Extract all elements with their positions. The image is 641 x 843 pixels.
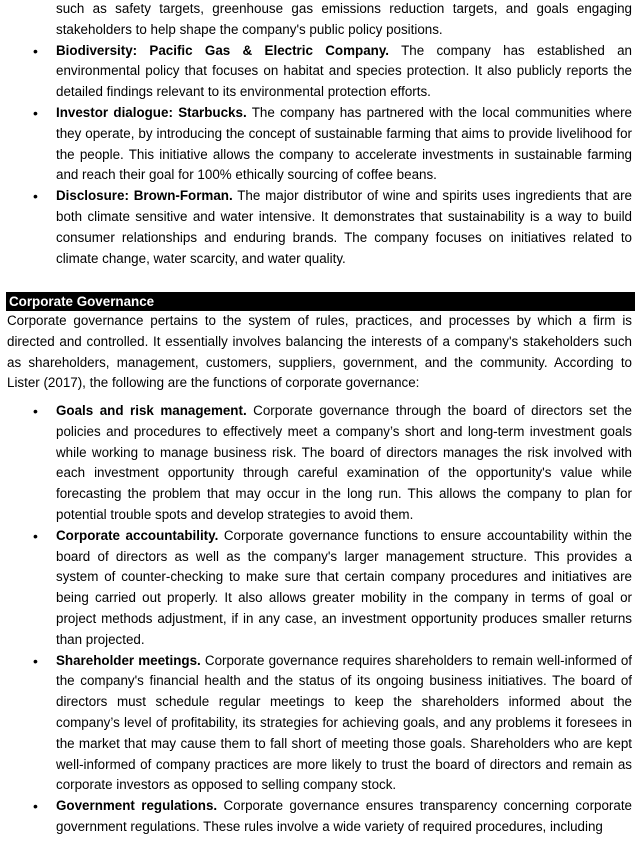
item-lead: Disclosure: Brown-Forman. — [56, 188, 233, 204]
governance-bullet-list — [0, 401, 641, 838]
item-lead: Shareholder meetings. — [56, 652, 201, 668]
bullet-icon: • — [33, 42, 38, 59]
list-item-continuation — [0, 0, 641, 41]
item-lead: Investor dialogue: Starbucks. — [56, 104, 247, 120]
item-text: Corporate governance ensures transparency concerning corporate government regulations. These rules involve a wide variety of required procedures, including — [56, 798, 632, 834]
item-text: Corporate governance requires shareholders to remain well-informed of the company's financial health and the status of its ongoing business initiatives. The board of directors must schedule regular meetings to keep the shareholders informed about the company’s level of profitability, its strategies for achieving goals, and any problems it foresees in the market that may cause them to fall short of meeting those goals. Shareholders who are kept well-informed of company practices are more likely to trust the board of directors and remain as corporate investors as opposed to selling company stock. — [56, 652, 632, 793]
list-item — [0, 186, 641, 269]
item-lead: Biodiversity: Pacific Gas & Electric Company. — [56, 42, 389, 58]
bullet-icon: • — [33, 104, 38, 121]
item-text: The company has established an environmental policy that focuses on habitat and species protection. It also publicly reports the detailed findings relevant to its environmental protection efforts. — [56, 42, 633, 100]
item-text: The company has partnered with the local communities where they operate, by introducing the concept of sustainable farming that aims to provide livelihood for the people. This initiative allows the company to accelerate investments in sustainable farming and reach their goal for 100% ethically sourcing of coffee beans. — [56, 104, 632, 183]
bullet-icon: • — [33, 652, 38, 669]
bullet-icon: • — [33, 403, 38, 419]
continuation-text: such as safety targets, greenhouse gas emissions reduction targets, and goals engaging stakeholders to help shape the company's public policy positions. — [56, 1, 632, 37]
list-item — [0, 103, 641, 186]
bullet-icon: • — [33, 188, 38, 205]
item-text: Corporate governance functions to ensure accountability within the board of directors as well as the company's larger management structure. This provides a system of counter-checking to make sure that certain company procedures and initiatives are being carried out properly. It also allows greater mobility in the company in terms of goal or project methods adjustment, if in any case, an investment opportunity produces smaller returns than projected. — [56, 527, 633, 647]
list-item — [0, 41, 641, 103]
list-item — [0, 526, 641, 651]
section-heading: Corporate Governance — [6, 292, 635, 311]
item-text: The major distributor of wine and spirits uses ingredients that are both climate sensitive and water intensive. It demonstrates that sustainability is a way to build consumer relationships and enduring brands. The company focuses on initiatives related to climate change, water scarcity, and water quality. — [56, 188, 633, 266]
list-item — [0, 651, 641, 797]
top-bullet-list — [0, 0, 641, 269]
item-lead: Government regulations. — [56, 798, 218, 814]
bullet-icon: • — [33, 798, 38, 815]
section-intro: Corporate governance pertains to the system of rules, practices, and processes by which a firm is directed and controlled. It essentially involves balancing the interests of a company's stakeholders such as shareholders, management, customers, suppliers, government, and the community. According to Lister (2017), the following are the functions of corporate governance: — [7, 313, 632, 391]
item-lead: Corporate accountability. — [56, 527, 219, 543]
item-text: Corporate governance through the board of directors set the policies and procedures to effectively meet a company’s short and long-term investment goals while working to manage business risk. The board of directors manages the risk involved with each investment opportunity through careful examination of the opportunity's value while forecasting the problem that may occur in the long run. This allows the company to plan for potential trouble spots and develop strategies to avoid them. — [56, 403, 632, 522]
list-item — [0, 401, 641, 526]
item-lead: Goals and risk management. — [56, 403, 247, 418]
bullet-icon: • — [33, 527, 38, 544]
list-item — [0, 796, 641, 838]
